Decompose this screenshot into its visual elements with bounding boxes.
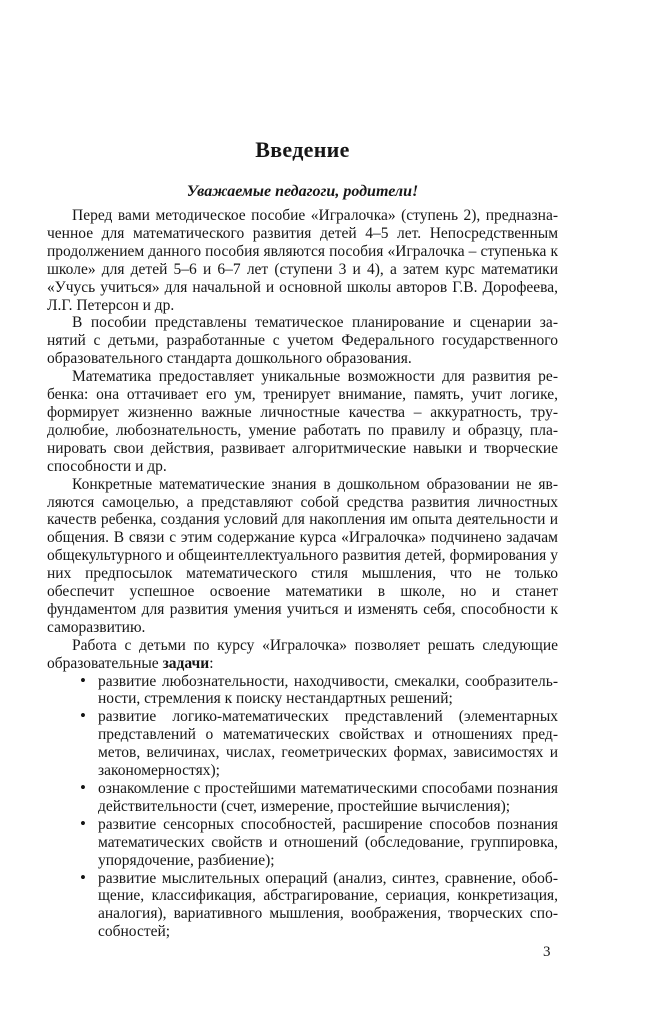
task-item-curiosity: • развитие любознательности, находчивости, смекалки, сообразительности, стремления к поиску нестандартных решений; [98, 673, 558, 709]
task-item-counting: • ознакомление с простейшими математическими способами познания действительности (счет, измерение, простейшие вычисления); [98, 780, 558, 816]
paragraph-contents: В пособии представлены тематическое планирование и сценарии занятий с детьми, разработанные с учетом Федерального государственного образовательного стандарта дошкольного образования. [47, 314, 558, 368]
paragraph-about-manual: Перед вами методическое пособие «Игралочка» (ступень 2), предназначенное для математического развития детей 4–5 лет. Непосредственным продолжением данного пособия являются пособия «Игралочка – ступенька к школе» для детей 5–6 и 6–7 лет (ступени 3 и 4), а затем курс математики «Учусь учиться» для начальной и основной школы авторов Г.В. Дорофеева, Л.Г. Петерсон и др. [47, 207, 558, 314]
paragraph-knowledge-purpose: Конкретные математические знания в дошкольном образовании не являются самоцелью, а представляют собой средства развития личностных качеств ребенка, создания условий для накопления им опыта деятельности и общения. В связи с этим содержание курса «Игралочка» подчинено задачам общекультурного и общеинтеллектуального развития детей, формирования у них предпосылок математического стиля мышления, что не только обеспечит успешное освоение математики в школе, но и станет фундаментом для развития умения учиться и изменять себя, способности к саморазвитию. [47, 475, 558, 636]
tasks-list [47, 673, 558, 942]
paragraph-math-benefits: Математика предоставляет уникальные возможности для развития ребенка: она оттачивает его ум, тренирует внимание, память, учит логике, формирует жизненно важные личностные качества – аккуратность, трудолюбие, любознательность, умение работать по правилу и образцу, планировать свои действия, развивает алгоритмические навыки и творческие способности и др. [47, 368, 558, 475]
task-item-logic-math: • развитие логико-математических представлений (элементарных представлений о математических свойствах и отношениях предметов, величинах, числах, геометрических формах, зависимостях и закономерностях); [98, 708, 558, 780]
text-block [47, 139, 558, 941]
tasks-intro-text: Работа с детьми по курсу «Игралочка» позволяет решать следующие образовательные [47, 636, 558, 672]
paragraph-tasks-intro [47, 637, 558, 673]
task-item-sensory: • развитие сенсорных способностей, расширение способов познания математических свойств и отношений (обследование, группировка, упорядочение, разбиение); [98, 816, 558, 870]
tasks-intro-bold-word: задачи [162, 654, 210, 672]
page-number: 3 [543, 944, 551, 960]
salutation: Уважаемые педагоги, родители! [186, 183, 419, 200]
tasks-intro-colon: : [209, 654, 214, 672]
task-item-mental-operations: • развитие мыслительных операций (анализ, синтез, сравнение, обобщение, классификация, абстрагирование, сериация, конкретизация, аналогия), вариативного мышления, воображения, творческих способностей; [98, 870, 558, 942]
chapter-title: Введение [255, 137, 350, 162]
